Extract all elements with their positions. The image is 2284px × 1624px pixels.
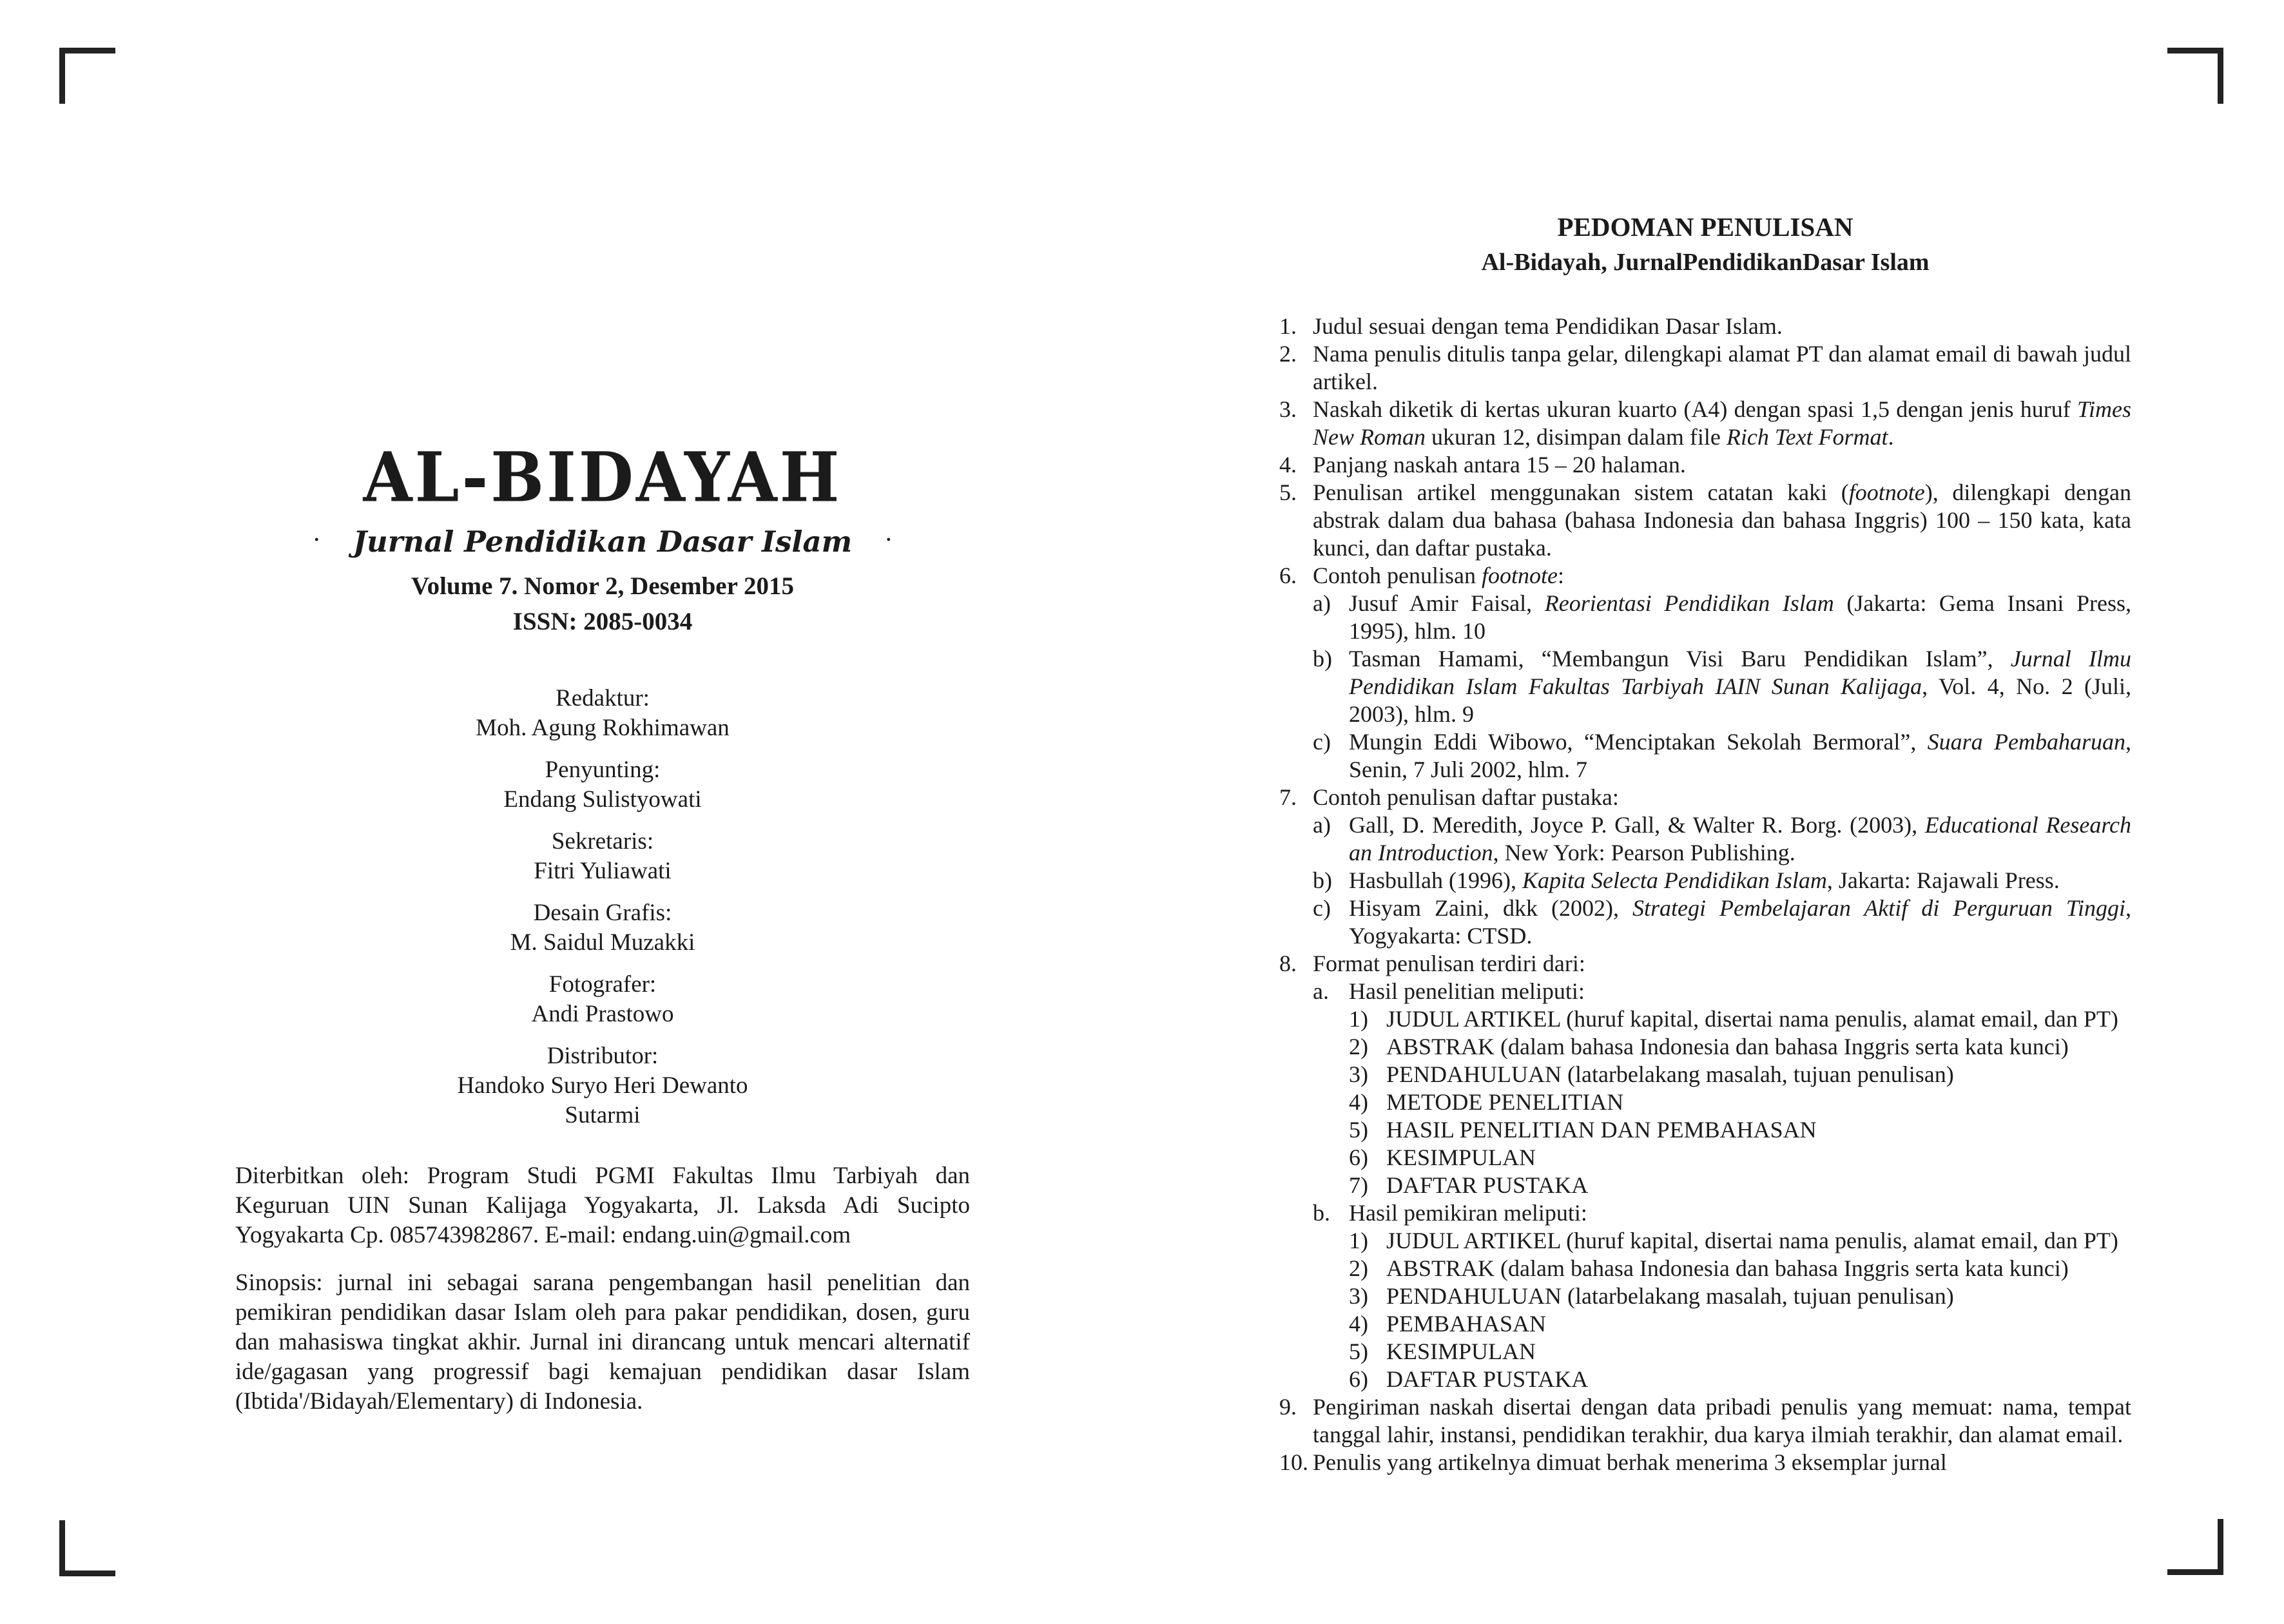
plain-text: Penulisan artikel menggunakan sistem catatan kaki (: [1313, 479, 1849, 505]
guideline-marker: 10.: [1279, 1449, 1308, 1475]
staff-group: [235, 1041, 970, 1130]
plain-text: Gall, D. Meredith, Joyce P. Gall, & Walter R. Borg. (2003),: [1349, 811, 1925, 838]
plain-text: (Jakarta: Gema Insani Press, 1995), hlm. 10: [1349, 590, 2131, 644]
left-page: [235, 438, 970, 1416]
guideline-marker: 7): [1349, 1172, 1368, 1198]
guideline-item: [1349, 1227, 2131, 1255]
guideline-text: [1313, 950, 2131, 978]
guideline-marker: 1.: [1279, 313, 1297, 339]
staff-group: [235, 755, 970, 815]
plain-text: JUDUL ARTIKEL (huruf kapital, disertai nama penulis, alamat email, dan PT): [1386, 1227, 2118, 1253]
italic-text: Strategi Pembelajaran Aktif di Perguruan Tinggi: [1632, 894, 2125, 921]
guideline-text: [1386, 1227, 2131, 1255]
guideline-marker: 9.: [1279, 1393, 1297, 1420]
guideline-text: [1313, 479, 2131, 562]
guideline-item: [1313, 811, 2131, 867]
plain-text: PEMBAHASAN: [1386, 1310, 1547, 1337]
guideline-marker: 6): [1349, 1366, 1368, 1392]
guideline-text: [1313, 784, 2131, 811]
publisher-paragraph: Diterbitkan oleh: Program Studi PGMI Fakultas Ilmu Tarbiyah dan Keguruan UIN Sunan Kalijaga Yogyakarta, Jl. Laksda Adi Sucipto Yogyakarta Cp. 085743982867. E-mail: endang.uin@gmail.com: [235, 1162, 970, 1248]
guideline-text: [1313, 451, 2131, 479]
plain-text: Nama penulis ditulis tanpa gelar, dilengkapi alamat PT dan alamat email di bawah judul artikel.: [1313, 340, 2131, 394]
staff-group: [235, 827, 970, 886]
guideline-marker: a): [1313, 590, 1331, 616]
plain-text: JUDUL ARTIKEL (huruf kapital, disertai nama penulis, alamat email, dan PT): [1386, 1005, 2118, 1032]
guideline-item: [1279, 1449, 2131, 1476]
editorial-staff-list: [235, 684, 970, 1130]
staff-name: Sutarmi: [565, 1101, 641, 1128]
guideline-marker: 8.: [1279, 950, 1297, 976]
volume-line: Volume 7. Nomor 2, Desember 2015: [411, 572, 794, 600]
guideline-item: [1279, 784, 2131, 811]
italic-text: Times New Roman: [1313, 396, 2131, 450]
guideline-item: [1313, 645, 2131, 728]
guideline-item: [1349, 1310, 2131, 1338]
plain-text: Naskah diketik di kertas ukuran kuarto (A4) dengan spasi 1,5 dengan jenis huruf: [1313, 396, 2077, 422]
plain-text: ABSTRAK (dalam bahasa Indonesia dan bahasa Inggris serta kata kunci): [1386, 1255, 2069, 1281]
plain-text: HASIL PENELITIAN DAN PEMBAHASAN: [1386, 1116, 1817, 1143]
guideline-text: [1313, 562, 2131, 590]
staff-name: Moh. Agung Rokhimawan: [476, 714, 730, 741]
plain-text: Hasbullah (1996),: [1349, 867, 1522, 893]
guideline-marker: 5): [1349, 1116, 1368, 1143]
guideline-item: [1349, 1366, 2131, 1393]
guideline-item: [1349, 1172, 2131, 1199]
plain-text: Hasil pemikiran meliputi:: [1349, 1199, 1587, 1226]
guideline-item: [1313, 978, 2131, 1005]
plain-text: Format penulisan terdiri dari:: [1313, 950, 1585, 976]
guideline-item: [1349, 1005, 2131, 1033]
guideline-item: [1349, 1255, 2131, 1282]
staff-role: Fotografer:: [548, 971, 657, 998]
staff-name: M. Saidul Muzakki: [510, 929, 695, 956]
staff-group: [235, 970, 970, 1029]
guideline-item: [1279, 313, 2131, 340]
plain-text: PENDAHULUAN (latarbelakang masalah, tujuan penulisan): [1386, 1282, 1954, 1309]
guideline-item: [1279, 562, 2131, 590]
staff-name: Handoko Suryo Heri Dewanto: [457, 1072, 748, 1099]
guideline-item: [1279, 479, 2131, 562]
guidelines-subheading: Al-Bidayah, JurnalPendidikanDasar Islam: [1481, 248, 1930, 276]
guideline-text: [1386, 1033, 2131, 1061]
guideline-text: [1313, 313, 2131, 340]
guideline-item: [1349, 1061, 2131, 1088]
plain-text: , Yogyakarta: CTSD.: [1349, 894, 2131, 949]
guideline-text: [1386, 1116, 2131, 1144]
guideline-marker: 2): [1349, 1255, 1368, 1281]
staff-role: Sekretaris:: [551, 827, 654, 855]
crop-mark-bottom-right-icon: [2167, 1519, 2223, 1575]
guideline-text: [1313, 340, 2131, 396]
staff-name: Andi Prastowo: [531, 1000, 674, 1027]
guideline-marker: a): [1313, 811, 1331, 838]
plain-text: Contoh penulisan: [1313, 562, 1482, 588]
guideline-text: [1313, 396, 2131, 451]
plain-text: Hisyam Zaini, dkk (2002),: [1349, 894, 1632, 921]
guideline-marker: a.: [1313, 978, 1329, 1004]
staff-role: Desain Grafis:: [533, 899, 672, 926]
plain-text: ukuran 12, disimpan dalam file: [1426, 423, 1727, 450]
staff-role: Redaktur:: [556, 684, 650, 711]
crop-mark-bottom-left-icon: [59, 1520, 115, 1576]
italic-text: Suara Pembaharuan: [1927, 728, 2125, 755]
plain-text: .: [1888, 423, 1894, 450]
plain-text: Judul sesuai dengan tema Pendidikan Dasar Islam.: [1313, 313, 1783, 339]
guideline-text: [1386, 1061, 2131, 1088]
guideline-text: [1386, 1338, 2131, 1366]
guideline-marker: 1): [1349, 1227, 1368, 1253]
guideline-marker: 5.: [1279, 479, 1297, 505]
guideline-marker: 3): [1349, 1061, 1368, 1087]
guideline-item: [1313, 1199, 2131, 1227]
guideline-marker: 5): [1349, 1338, 1368, 1364]
plain-text: ABSTRAK (dalam bahasa Indonesia dan bahasa Inggris serta kata kunci): [1386, 1033, 2069, 1059]
italic-text: Educational Research an Introduction: [1349, 811, 2131, 865]
guideline-item: [1313, 728, 2131, 784]
plain-text: DAFTAR PUSTAKA: [1386, 1172, 1589, 1198]
guideline-item: [1313, 590, 2131, 645]
guideline-item: [1279, 950, 2131, 978]
crop-mark-top-right-icon: [2167, 48, 2223, 104]
italic-text: Rich Text Format: [1726, 423, 1888, 450]
guideline-text: [1386, 1144, 2131, 1172]
guideline-text: [1349, 590, 2131, 645]
guideline-text: [1349, 867, 2131, 894]
guideline-marker: c): [1313, 728, 1331, 755]
staff-group: [235, 898, 970, 958]
staff-group: [235, 684, 970, 743]
plain-text: METODE PENELITIAN: [1386, 1088, 1624, 1115]
guideline-marker: b): [1313, 867, 1332, 893]
guideline-text: [1349, 978, 2131, 1005]
plain-text: KESIMPULAN: [1386, 1144, 1536, 1170]
plain-text: Contoh penulisan daftar pustaka:: [1313, 784, 1619, 810]
plain-text: DAFTAR PUSTAKA: [1386, 1366, 1589, 1392]
italic-text: Kapita Selecta Pendidikan Islam: [1522, 867, 1827, 893]
guideline-item: [1279, 451, 2131, 479]
plain-text: ), dilengkapi dengan abstrak dalam dua bahasa (bahasa Indonesia dan bahasa Inggris) 100 – 150 kata, kata kunci, dan daftar pustaka.: [1313, 479, 2131, 561]
plain-text: Pengiriman naskah disertai dengan data pribadi penulis yang memuat: nama, tempat tanggal lahir, instansi, pendidikan terakhir, dua karya ilmiah terakhir, dan alamat email.: [1313, 1393, 2131, 1447]
guideline-item: [1349, 1116, 2131, 1144]
guideline-text: [1349, 894, 2131, 950]
journal-subtitle-row: [235, 525, 970, 559]
guideline-text: [1313, 1393, 2131, 1449]
guideline-item: [1349, 1338, 2131, 1366]
guideline-text: [1349, 811, 2131, 867]
plain-text: Penulis yang artikelnya dimuat berhak menerima 3 eksemplar jurnal: [1313, 1449, 1947, 1475]
plain-text: Tasman Hamami, “Membangun Visi Baru Pendidikan Islam”,: [1349, 645, 2011, 672]
guideline-text: [1313, 1449, 2131, 1476]
guideline-marker: 3): [1349, 1282, 1368, 1309]
plain-text: , Vol. 4, No. 2 (Juli, 2003), hlm. 9: [1349, 673, 2131, 727]
plain-text: KESIMPULAN: [1386, 1338, 1536, 1364]
plain-text: , Jakarta: Rajawali Press.: [1826, 867, 2060, 893]
crop-mark-top-left-icon: [59, 48, 115, 104]
plain-text: , Senin, 7 Juli 2002, hlm. 7: [1349, 728, 2131, 782]
staff-role: Penyunting:: [545, 756, 661, 783]
subtitle-left-dot-icon: ·: [313, 530, 320, 550]
guideline-text: [1349, 1199, 2131, 1227]
guideline-item: [1349, 1033, 2131, 1061]
guideline-text: [1386, 1282, 2131, 1310]
guideline-text: [1386, 1255, 2131, 1282]
guideline-marker: 4): [1349, 1310, 1368, 1337]
plain-text: , New York: Pearson Publishing.: [1493, 839, 1795, 865]
guideline-item: [1279, 340, 2131, 396]
journal-subtitle: Jurnal Pendidikan Dasar Islam: [353, 524, 853, 559]
italic-text: Reorientasi Pendidikan Islam: [1544, 590, 1834, 616]
journal-title: AL-BIDAYAH: [363, 438, 842, 518]
plain-text: PENDAHULUAN (latarbelakang masalah, tujuan penulisan): [1386, 1061, 1954, 1087]
guideline-item: [1349, 1088, 2131, 1116]
guideline-marker: 7.: [1279, 784, 1297, 810]
synopsis-paragraph: Sinopsis: jurnal ini sebagai sarana pengembangan hasil penelitian dan pemikiran pendidikan dasar Islam oleh para pakar pendidikan, dosen, guru dan mahasiswa tingkat akhir. Jurnal ini dirancang untuk mencari alternatif ide/gagasan yang progressif bagi kemajuan pendidikan dasar Islam (Ibtida'/Bidayah/Elementary) di Indonesia.: [235, 1269, 970, 1415]
right-page: [1279, 213, 2131, 1476]
guideline-marker: 2.: [1279, 340, 1297, 367]
italic-text: footnote: [1848, 479, 1925, 505]
italic-text: Jurnal Ilmu Pendidikan Islam Fakultas Tarbiyah IAIN Sunan Kalijaga: [1349, 645, 2131, 699]
guideline-text: [1386, 1005, 2131, 1033]
guideline-marker: b.: [1313, 1199, 1330, 1226]
guidelines-list: [1279, 313, 2131, 1476]
guideline-marker: 4.: [1279, 451, 1297, 478]
plain-text: Mungin Eddi Wibowo, “Menciptakan Sekolah Bermoral”,: [1349, 728, 1928, 755]
guideline-item: [1349, 1282, 2131, 1310]
guideline-marker: 1): [1349, 1005, 1368, 1032]
guideline-item: [1313, 867, 2131, 894]
plain-text: :: [1557, 562, 1564, 588]
issn-line: ISSN: 2085-0034: [512, 607, 693, 635]
guideline-marker: 4): [1349, 1088, 1368, 1115]
guideline-item: [1313, 894, 2131, 950]
guidelines-heading: PEDOMAN PENULISAN: [1557, 212, 1853, 242]
guideline-item: [1349, 1144, 2131, 1172]
staff-name: Fitri Yuliawati: [534, 857, 672, 884]
plain-text: Panjang naskah antara 15 – 20 halaman.: [1313, 451, 1686, 478]
guideline-text: [1386, 1310, 2131, 1338]
italic-text: footnote: [1481, 562, 1558, 588]
subtitle-right-dot-icon: ·: [886, 530, 892, 550]
guideline-text: [1349, 728, 2131, 784]
guideline-text: [1349, 645, 2131, 728]
guideline-text: [1386, 1088, 2131, 1116]
guideline-text: [1386, 1366, 2131, 1393]
guideline-marker: 6.: [1279, 562, 1297, 588]
guideline-marker: 6): [1349, 1144, 1368, 1170]
guideline-marker: b): [1313, 645, 1332, 672]
guideline-item: [1279, 396, 2131, 451]
guideline-text: [1386, 1172, 2131, 1199]
plain-text: Hasil penelitian meliputi:: [1349, 978, 1585, 1004]
staff-name: Endang Sulistyowati: [503, 786, 702, 813]
staff-role: Distributor:: [547, 1042, 659, 1069]
guideline-marker: 3.: [1279, 396, 1297, 422]
plain-text: Jusuf Amir Faisal,: [1349, 590, 1545, 616]
guideline-item: [1279, 1393, 2131, 1449]
guideline-marker: c): [1313, 894, 1331, 921]
guideline-marker: 2): [1349, 1033, 1368, 1059]
